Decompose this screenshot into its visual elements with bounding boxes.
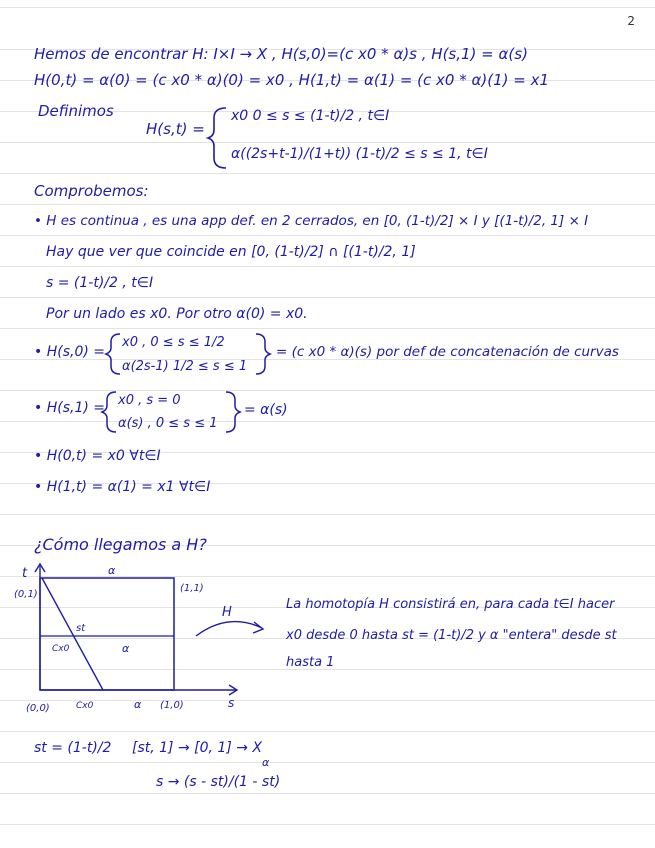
corner-11-label: (1,1) xyxy=(180,583,204,594)
corner-10-label: (1,0) xyxy=(160,700,184,711)
diagonal-st-line xyxy=(42,578,103,690)
st-formula: st = (1-t)/2 xyxy=(34,740,112,756)
note-line-definimos: Definimos xyxy=(38,102,114,120)
explain-line-1: La homotopía H consistirá en, para cada t∈I hacer xyxy=(286,597,615,612)
def-case-1: x0 0 ≤ s ≤ (1-t)/2 , t∈I xyxy=(231,108,390,124)
note-line-por-un-lado: Por un lado es x0. Por otro α(0) = x0. xyxy=(46,306,308,322)
hs1-case-2: α(s) , 0 ≤ s ≤ 1 xyxy=(118,416,218,431)
interval-map: [st, 1] → [0, 1] → X xyxy=(132,740,263,756)
st-label: st xyxy=(76,623,86,634)
s-axis-label: s xyxy=(228,696,235,710)
explain-line-3: hasta 1 xyxy=(286,655,335,670)
homotopy-square-diagram xyxy=(14,564,237,714)
alpha-bottom-label: α xyxy=(134,698,142,711)
note-line-2: H(0,t) = α(0) = (c x0 * α)(0) = x0 , H(1,t) = α(1) = (c x0 * α)(1) = x1 xyxy=(34,71,550,89)
hs0-lhs: • H(s,0) = xyxy=(34,344,105,360)
top-edge-alpha: α xyxy=(108,564,116,577)
def-case-2: α((2s+t-1)/(1+t)) (1-t)/2 ≤ s ≤ 1, t∈I xyxy=(231,146,488,162)
page-number: 2 xyxy=(627,14,635,28)
explain-line-2: x0 desde 0 hasta st = (1-t)/2 y α "entera" desde st xyxy=(286,628,617,643)
hs1-brace-right xyxy=(226,392,240,432)
corner-00-label: (0,0) xyxy=(26,703,50,714)
hs1-result: = α(s) xyxy=(244,402,288,418)
hs0-result: = (c x0 * α)(s) por def de concatenación de curvas xyxy=(276,344,619,360)
hs0-brace-left xyxy=(106,334,120,374)
cx0-region-label: Cx0 xyxy=(52,644,70,654)
hs0-brace-right xyxy=(256,334,270,374)
def-brace xyxy=(208,108,226,168)
note-line-continua: • H es continua , es una app def. en 2 cerrados, en [0, (1-t)/2] × I y [(1-t)/2, 1] × I xyxy=(34,213,589,229)
t-axis-label: t xyxy=(22,566,28,581)
hs0-case-2: α(2s-1) 1/2 ≤ s ≤ 1 xyxy=(122,359,248,374)
h-arrow-label: H xyxy=(222,605,232,620)
note-line-1: Hemos de encontrar H: I×I → X , H(s,0)=(c x0 * α)s , H(s,1) = α(s) xyxy=(34,45,528,63)
unit-square xyxy=(40,578,174,690)
interval-map-alpha: α xyxy=(262,756,270,769)
note-line-h1t: • H(1,t) = α(1) = x1 ∀t∈I xyxy=(34,479,211,495)
corner-01-label: (0,1) xyxy=(14,589,38,600)
alpha-region-label: α xyxy=(122,642,130,655)
def-lhs: H(s,t) = xyxy=(146,120,205,138)
h-arrowhead xyxy=(253,622,263,633)
note-line-coincide: Hay que ver que coincide en [0, (1-t)/2] ∩ [(1-t)/2, 1] xyxy=(46,244,416,260)
hs1-lhs: • H(s,1) = xyxy=(34,400,105,416)
reparam-map: s → (s - st)/(1 - st) xyxy=(156,774,281,790)
note-line-como-llegamos: ¿Cómo llegamos a H? xyxy=(34,535,207,554)
note-line-h0t: • H(0,t) = x0 ∀t∈I xyxy=(34,448,161,464)
cx0-bottom-label: Cx0 xyxy=(76,701,94,711)
hs0-case-1: x0 , 0 ≤ s ≤ 1/2 xyxy=(122,335,225,350)
note-line-comprobemos: Comprobemos: xyxy=(34,182,149,200)
h-arrow xyxy=(196,622,262,636)
hs1-case-1: x0 , s = 0 xyxy=(118,393,181,408)
note-line-s-value: s = (1-t)/2 , t∈I xyxy=(46,275,154,291)
